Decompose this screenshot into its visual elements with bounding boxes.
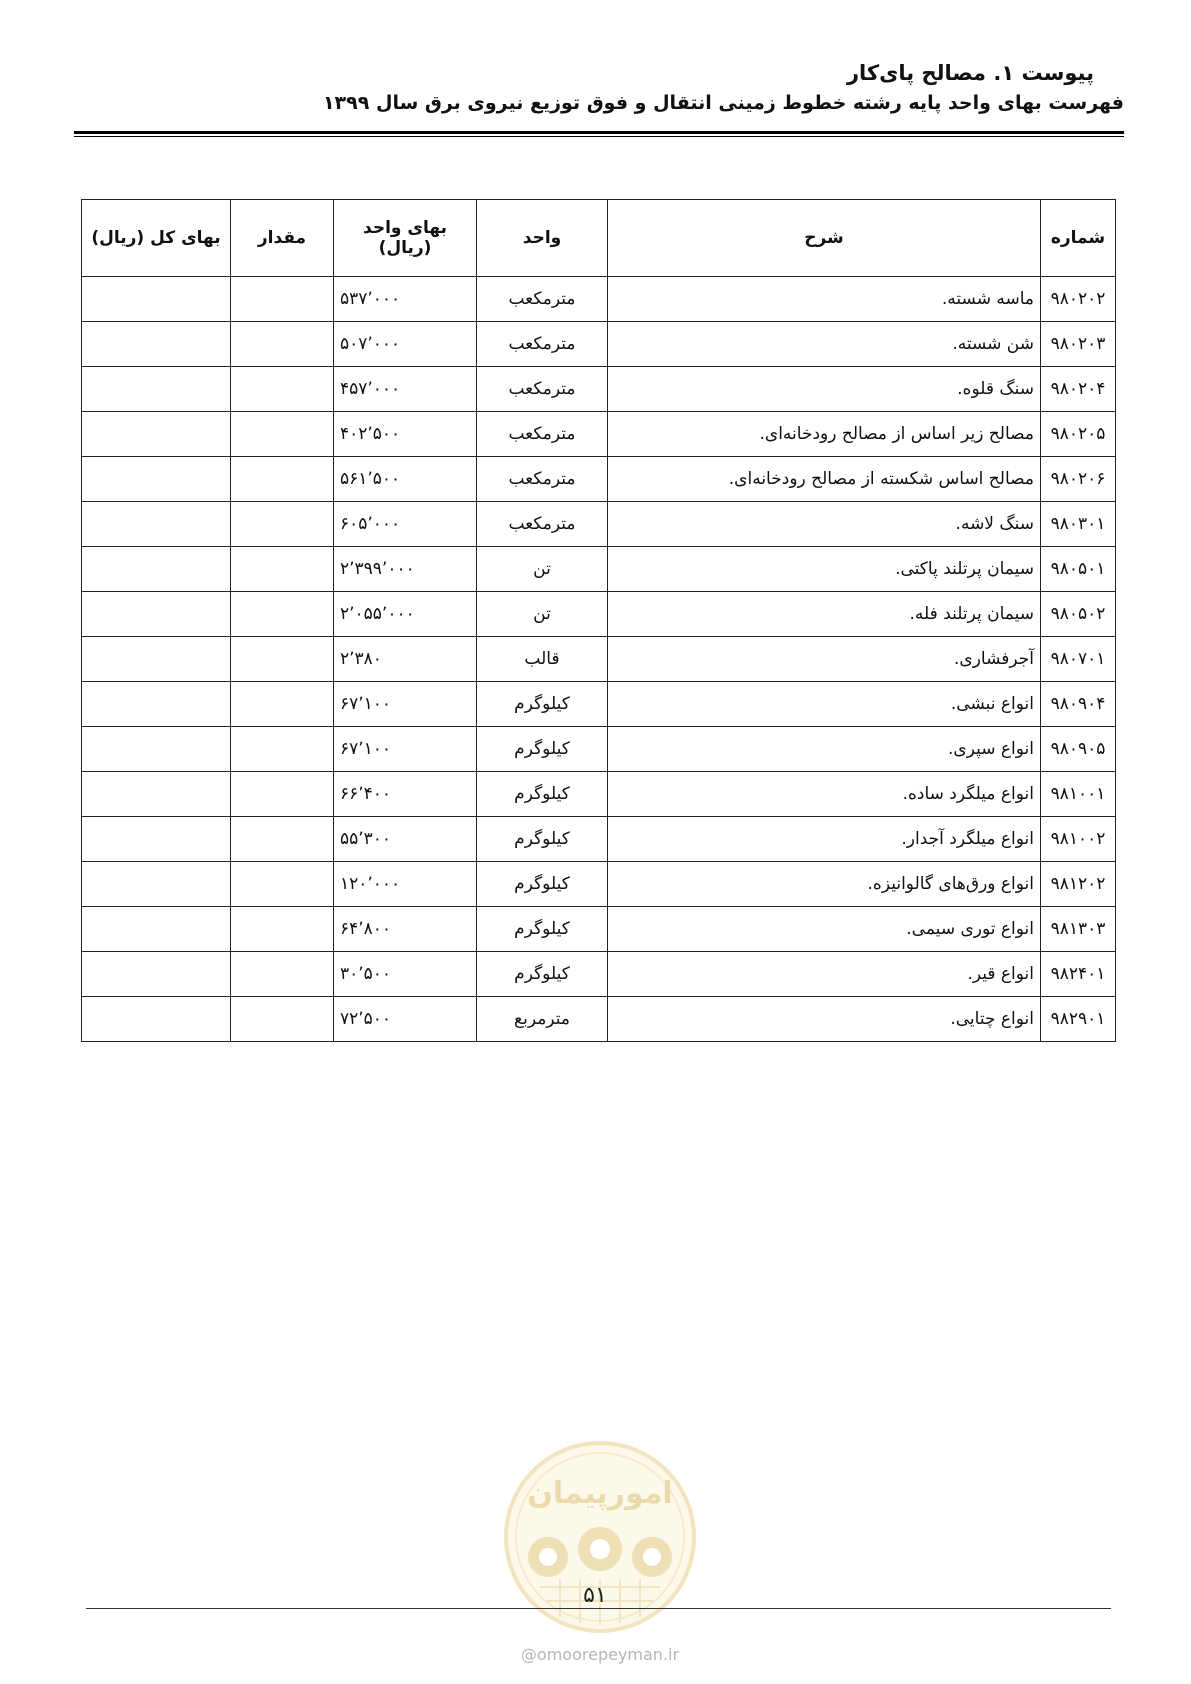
row-unit: کیلوگرم (477, 817, 608, 862)
row-unit: تن (477, 547, 608, 592)
header-divider-thin (74, 136, 1124, 137)
row-unit: مترمکعب (477, 412, 608, 457)
row-code: ۹۸۰۷۰۱ (1041, 637, 1116, 682)
row-code: ۹۸۰۲۰۴ (1041, 367, 1116, 412)
row-unit: قالب (477, 637, 608, 682)
row-code: ۹۸۰۲۰۳ (1041, 322, 1116, 367)
row-description: ماسه شسته. (608, 277, 1041, 322)
row-quantity (231, 682, 334, 727)
header-divider-thick (74, 131, 1124, 134)
row-code: ۹۸۲۴۰۱ (1041, 952, 1116, 997)
row-code: ۹۸۰۹۰۵ (1041, 727, 1116, 772)
row-code: ۹۸۱۳۰۳ (1041, 907, 1116, 952)
table-row (82, 682, 1116, 727)
row-quantity (231, 592, 334, 637)
header-unit-price (334, 200, 477, 277)
row-description: انواع نبشی. (608, 682, 1041, 727)
table-row (82, 997, 1116, 1042)
row-total (82, 952, 231, 997)
table-row (82, 862, 1116, 907)
row-total (82, 682, 231, 727)
row-unit: کیلوگرم (477, 772, 608, 817)
row-description: انواع قیر. (608, 952, 1041, 997)
row-unit-price: ۷۲٬۵۰۰ (334, 997, 477, 1042)
row-total (82, 997, 231, 1042)
table-row (82, 502, 1116, 547)
row-description: انواع سپری. (608, 727, 1041, 772)
row-total (82, 727, 231, 772)
table-row (82, 547, 1116, 592)
price-table (81, 199, 1116, 1042)
row-total (82, 637, 231, 682)
row-unit-price: ۱۲۰٬۰۰۰ (334, 862, 477, 907)
header-title: پیوست ۱. مصالح پای‌کار (846, 61, 1094, 85)
row-description: شن شسته. (608, 322, 1041, 367)
row-unit-price: ۵۰۷٬۰۰۰ (334, 322, 477, 367)
footer-divider (86, 1608, 1111, 1609)
row-unit-price: ۴۵۷٬۰۰۰ (334, 367, 477, 412)
row-description: سنگ قلوه. (608, 367, 1041, 412)
row-unit-price: ۶۷٬۱۰۰ (334, 727, 477, 772)
table-row (82, 907, 1116, 952)
header-description: شرح (608, 200, 1041, 277)
row-unit-price: ۵۵٬۳۰۰ (334, 817, 477, 862)
row-unit-price: ۴۰۲٬۵۰۰ (334, 412, 477, 457)
table-row (82, 367, 1116, 412)
row-quantity (231, 367, 334, 412)
row-total (82, 412, 231, 457)
row-unit-price: ۶۴٬۸۰۰ (334, 907, 477, 952)
row-quantity (231, 817, 334, 862)
table-row (82, 727, 1116, 772)
row-quantity (231, 907, 334, 952)
header-total: بهای کل (ریال) (82, 200, 231, 277)
table-row (82, 457, 1116, 502)
row-code: ۹۸۰۹۰۴ (1041, 682, 1116, 727)
row-code: ۹۸۰۵۰۲ (1041, 592, 1116, 637)
row-quantity (231, 412, 334, 457)
header-code: شماره (1041, 200, 1116, 277)
row-total (82, 502, 231, 547)
row-unit: کیلوگرم (477, 862, 608, 907)
row-unit-price: ۶۰۵٬۰۰۰ (334, 502, 477, 547)
row-quantity (231, 772, 334, 817)
row-total (82, 322, 231, 367)
table-row (82, 637, 1116, 682)
table-body (82, 277, 1116, 1042)
row-description: انواع ورق‌های گالوانیزه. (608, 862, 1041, 907)
row-description: انواع میلگرد ساده. (608, 772, 1041, 817)
row-unit: مترمکعب (477, 277, 608, 322)
row-unit: مترمکعب (477, 457, 608, 502)
row-unit-price: ۳۰٬۵۰۰ (334, 952, 477, 997)
row-total (82, 367, 231, 412)
row-description: سیمان پرتلند فله. (608, 592, 1041, 637)
row-quantity (231, 322, 334, 367)
row-total (82, 592, 231, 637)
row-code: ۹۸۰۵۰۱ (1041, 547, 1116, 592)
row-description: مصالح اساس شکسته از مصالح رودخانه‌ای. (608, 457, 1041, 502)
table-row (82, 592, 1116, 637)
row-description: مصالح زیر اساس از مصالح رودخانه‌ای. (608, 412, 1041, 457)
row-description: سنگ لاشه. (608, 502, 1041, 547)
row-unit: کیلوگرم (477, 727, 608, 772)
row-total (82, 862, 231, 907)
row-quantity (231, 637, 334, 682)
row-description: آجرفشاری. (608, 637, 1041, 682)
table-row (82, 952, 1116, 997)
row-code: ۹۸۰۲۰۵ (1041, 412, 1116, 457)
header-unit: واحد (477, 200, 608, 277)
row-unit: تن (477, 592, 608, 637)
page-header (74, 58, 1124, 118)
row-quantity (231, 457, 334, 502)
header-quantity: مقدار (231, 200, 334, 277)
row-unit: کیلوگرم (477, 952, 608, 997)
row-unit-price: ۵۶۱٬۵۰۰ (334, 457, 477, 502)
row-unit: مترمکعب (477, 322, 608, 367)
row-total (82, 457, 231, 502)
row-total (82, 907, 231, 952)
row-code: ۹۸۱۰۰۲ (1041, 817, 1116, 862)
table-row (82, 817, 1116, 862)
table-row (82, 772, 1116, 817)
row-quantity (231, 727, 334, 772)
header-subtitle: فهرست بهای واحد پایه رشته خطوط زمینی انتقال و فوق توزیع نیروی برق سال ۱۳۹۹ (322, 92, 1124, 114)
table-row (82, 322, 1116, 367)
row-description: انواع میلگرد آجدار. (608, 817, 1041, 862)
row-quantity (231, 277, 334, 322)
row-quantity (231, 862, 334, 907)
table-row (82, 277, 1116, 322)
row-total (82, 817, 231, 862)
watermark-url: @omoorepeyman.ir (520, 1645, 680, 1664)
row-unit-price: ۲٬۳۸۰ (334, 637, 477, 682)
row-unit: مترمکعب (477, 502, 608, 547)
row-unit: کیلوگرم (477, 907, 608, 952)
row-quantity (231, 952, 334, 997)
table-row (82, 412, 1116, 457)
row-quantity (231, 502, 334, 547)
watermark-logo-text: امورپیمان (527, 1476, 673, 1511)
row-unit-price: ۶۷٬۱۰۰ (334, 682, 477, 727)
row-unit-price: ۲٬۳۹۹٬۰۰۰ (334, 547, 477, 592)
row-code: ۹۸۱۰۰۱ (1041, 772, 1116, 817)
row-total (82, 772, 231, 817)
row-code: ۹۸۰۲۰۲ (1041, 277, 1116, 322)
page-number: ۵۱ (583, 1583, 607, 1608)
row-total (82, 547, 231, 592)
row-unit: مترمکعب (477, 367, 608, 412)
row-description: انواع توری سیمی. (608, 907, 1041, 952)
table-header-row (82, 200, 1116, 277)
row-code: ۹۸۰۳۰۱ (1041, 502, 1116, 547)
row-unit-price: ۶۶٬۴۰۰ (334, 772, 477, 817)
row-quantity (231, 997, 334, 1042)
row-description: سیمان پرتلند پاکتی. (608, 547, 1041, 592)
row-description: انواع چتایی. (608, 997, 1041, 1042)
row-code: ۹۸۲۹۰۱ (1041, 997, 1116, 1042)
row-unit: مترمربع (477, 997, 608, 1042)
header-unit-price-currency: (ریال) (378, 238, 432, 258)
row-quantity (231, 547, 334, 592)
row-code: ۹۸۰۲۰۶ (1041, 457, 1116, 502)
row-total (82, 277, 231, 322)
row-unit: کیلوگرم (477, 682, 608, 727)
header-unit-price-label: بهای واحد (363, 218, 447, 238)
row-code: ۹۸۱۲۰۲ (1041, 862, 1116, 907)
row-unit-price: ۵۳۷٬۰۰۰ (334, 277, 477, 322)
row-unit-price: ۲٬۰۵۵٬۰۰۰ (334, 592, 477, 637)
